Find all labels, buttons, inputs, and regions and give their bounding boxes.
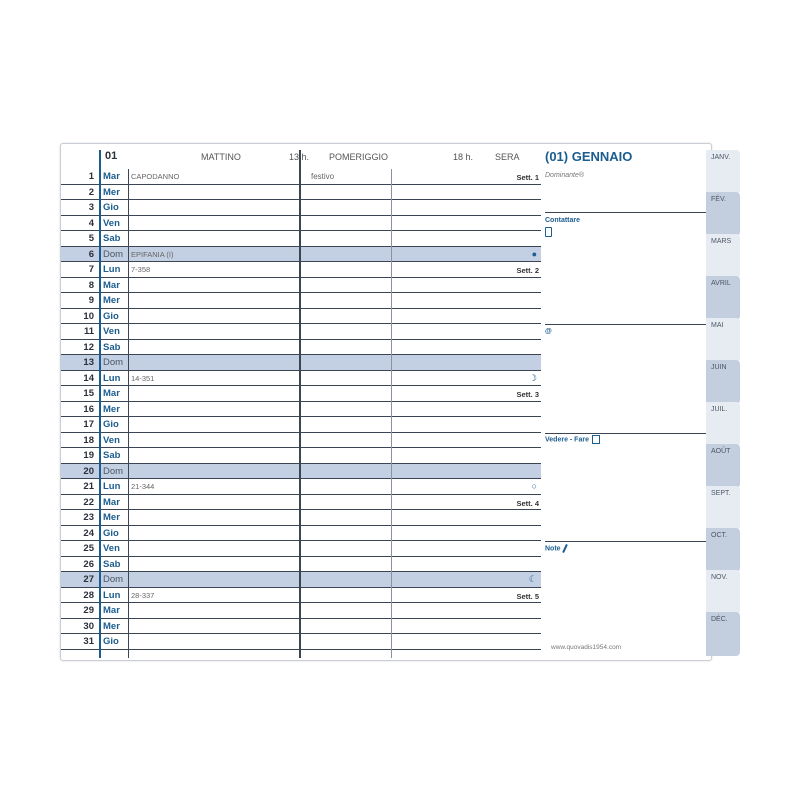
day-number: 17 <box>83 419 94 430</box>
afternoon-note: festivo <box>311 172 335 181</box>
day-name: Lun <box>103 481 121 492</box>
day-name: Mar <box>103 279 120 291</box>
day-number: 27 <box>83 574 94 585</box>
day-row[interactable] <box>61 526 541 542</box>
day-row[interactable] <box>61 293 541 309</box>
day-event: 14-351 <box>131 373 155 383</box>
month-tab[interactable]: FÉV. <box>706 192 740 236</box>
day-row[interactable] <box>61 340 541 356</box>
day-event: 28-337 <box>131 590 155 600</box>
day-row[interactable] <box>61 169 541 185</box>
day-row[interactable] <box>61 200 541 216</box>
day-name: Mar <box>103 496 120 508</box>
day-name: Gio <box>103 636 119 647</box>
day-number: 8 <box>88 279 94 291</box>
day-name: Gio <box>103 419 119 430</box>
day-number: 29 <box>83 605 94 616</box>
day-row[interactable] <box>61 510 541 526</box>
day-row[interactable] <box>61 495 541 511</box>
day-row[interactable] <box>61 588 541 604</box>
day-name: Ven <box>103 326 120 337</box>
day-row[interactable] <box>61 603 541 619</box>
day-number: 31 <box>83 636 94 647</box>
day-name: Lun <box>103 372 121 384</box>
day-name: Mar <box>103 605 120 616</box>
day-number: 12 <box>83 341 94 353</box>
day-row[interactable] <box>61 231 541 247</box>
day-row[interactable] <box>61 247 541 263</box>
day-row[interactable] <box>61 634 541 650</box>
month-title: (01) GENNAIO <box>545 149 633 164</box>
day-number: 3 <box>88 202 94 213</box>
day-number: 6 <box>88 248 94 260</box>
month-tab[interactable]: JUIL. <box>706 402 740 446</box>
page-header <box>61 144 711 168</box>
pen-icon <box>562 544 568 553</box>
hour-13-label: 13 h. <box>289 152 310 162</box>
day-row[interactable] <box>61 262 541 278</box>
day-number: 23 <box>83 512 94 523</box>
month-tab[interactable]: OCT. <box>706 528 740 572</box>
contattare-label: Contattare <box>545 217 581 224</box>
day-row[interactable] <box>61 371 541 387</box>
day-event: CAPODANNO <box>131 172 180 181</box>
day-name: Dom <box>103 465 124 477</box>
day-row[interactable] <box>61 619 541 635</box>
hour-18-label: 18 h. <box>453 152 474 162</box>
day-name: Lun <box>103 589 121 601</box>
day-number: 20 <box>83 465 94 477</box>
website-url: www.quovadis1954.com <box>551 644 622 651</box>
vedere-fare-label: Vedere - Fare <box>545 435 600 444</box>
day-number: 21 <box>83 481 94 492</box>
day-number: 7 <box>88 264 94 275</box>
side-divider <box>545 433 711 434</box>
side-divider <box>545 212 711 213</box>
week-number: Sett. 5 <box>516 591 539 601</box>
day-name: Mer <box>103 295 120 306</box>
day-number: 22 <box>83 496 94 508</box>
day-number: 9 <box>88 295 94 306</box>
day-name: Ven <box>103 434 120 446</box>
day-number: 18 <box>83 434 94 446</box>
day-name: Mer <box>103 403 120 415</box>
day-number: 4 <box>88 217 94 229</box>
side-divider <box>545 324 711 325</box>
month-tab[interactable]: MARS <box>706 234 740 278</box>
day-name: Lun <box>103 264 121 275</box>
month-tab[interactable]: DÉC. <box>706 612 740 656</box>
day-name: Sab <box>103 558 121 570</box>
day-row[interactable] <box>61 185 541 201</box>
day-event: EPIFANIA (I) <box>131 249 174 259</box>
day-row[interactable] <box>61 355 541 371</box>
day-row[interactable] <box>61 572 541 588</box>
day-number: 24 <box>83 527 94 539</box>
day-name: Sab <box>103 450 121 461</box>
day-number: 15 <box>83 388 94 399</box>
moon-phase-icon: ○ <box>531 481 537 491</box>
day-name: Sab <box>103 341 121 353</box>
notepad-icon <box>592 435 600 444</box>
day-number: 13 <box>83 357 94 368</box>
month-tab[interactable]: MAI <box>706 318 740 362</box>
week-number: Sett. 2 <box>516 266 539 275</box>
afternoon-label: POMERIGGIO <box>329 152 389 162</box>
moon-phase-icon: ● <box>531 248 537 259</box>
day-name: Mar <box>103 171 120 182</box>
day-row[interactable] <box>61 386 541 402</box>
day-number: 25 <box>83 543 94 554</box>
day-number: 1 <box>88 171 94 182</box>
day-name: Sab <box>103 233 121 244</box>
day-row[interactable] <box>61 557 541 573</box>
day-number: 5 <box>88 233 94 244</box>
day-row[interactable] <box>61 464 541 480</box>
noon-divider <box>299 150 301 658</box>
day-column-divider <box>99 150 101 658</box>
day-name: Dom <box>103 574 124 585</box>
month-number: 01 <box>105 150 118 162</box>
month-tab[interactable]: NOV. <box>706 570 740 614</box>
day-row[interactable] <box>61 417 541 433</box>
planner-page <box>60 143 712 661</box>
month-tab[interactable]: JANV. <box>706 150 740 194</box>
day-name: Dom <box>103 248 124 260</box>
day-name: Mer <box>103 620 120 632</box>
day-name: Gio <box>103 202 119 213</box>
week-number: Sett. 3 <box>516 390 539 399</box>
day-event: 21-344 <box>131 482 155 491</box>
day-row[interactable] <box>61 216 541 232</box>
day-event: 7-358 <box>131 265 151 274</box>
day-row[interactable] <box>61 448 541 464</box>
day-name: Mer <box>103 186 120 198</box>
day-number: 10 <box>83 310 94 322</box>
day-name: Ven <box>103 543 120 554</box>
moon-phase-icon: ☾ <box>528 574 537 584</box>
day-number: 16 <box>83 403 94 415</box>
phone-icon <box>545 227 552 237</box>
day-row[interactable] <box>61 324 541 340</box>
month-tab[interactable]: SEPT. <box>706 486 740 530</box>
evening-divider <box>391 169 392 658</box>
month-tab[interactable]: AVRIL <box>706 276 740 320</box>
day-number: 30 <box>83 620 94 632</box>
month-tab[interactable]: JUIN <box>706 360 740 404</box>
day-number: 2 <box>88 186 94 198</box>
month-tab[interactable]: AOÛT <box>706 444 740 488</box>
day-row[interactable] <box>61 402 541 418</box>
week-number: Sett. 4 <box>516 498 539 508</box>
dayname-column-divider <box>128 169 129 658</box>
day-name: Mar <box>103 388 120 399</box>
day-number: 28 <box>83 589 94 601</box>
side-divider <box>545 541 711 542</box>
day-row[interactable] <box>61 479 541 495</box>
day-name: Gio <box>103 527 119 539</box>
email-label: @ <box>545 328 552 335</box>
moon-phase-icon: ☽ <box>528 372 537 383</box>
morning-label: MATTINO <box>201 152 241 162</box>
day-row[interactable] <box>61 309 541 325</box>
day-name: Dom <box>103 357 124 368</box>
month-tabs <box>706 150 742 658</box>
day-row[interactable] <box>61 433 541 449</box>
note-label: Note <box>545 544 566 553</box>
evening-label: SERA <box>495 152 520 162</box>
week-number: Sett. 1 <box>516 173 539 182</box>
day-name: Mer <box>103 512 120 523</box>
day-number: 14 <box>83 372 94 384</box>
day-number: 11 <box>83 326 94 337</box>
day-row[interactable] <box>61 278 541 294</box>
day-name: Ven <box>103 217 120 229</box>
day-name: Gio <box>103 310 119 322</box>
day-number: 19 <box>83 450 94 461</box>
day-row[interactable] <box>61 541 541 557</box>
day-number: 26 <box>83 558 94 570</box>
dominante-label: Dominante® <box>545 172 585 179</box>
